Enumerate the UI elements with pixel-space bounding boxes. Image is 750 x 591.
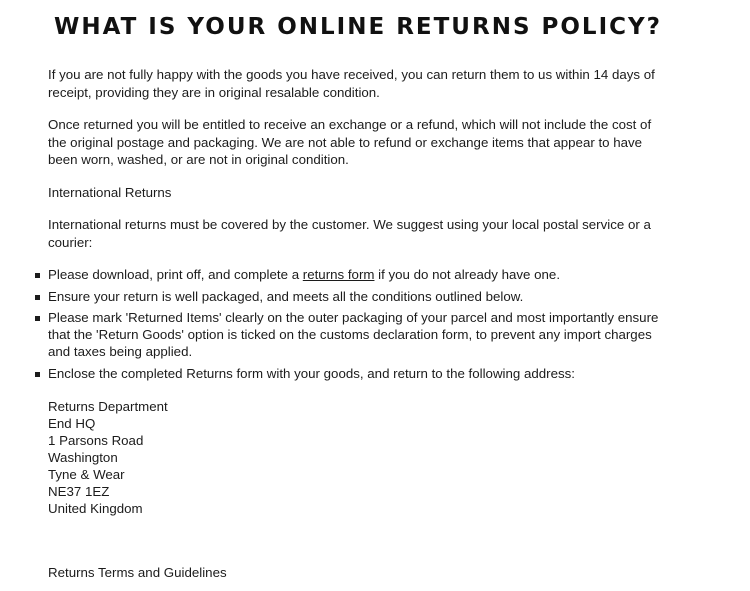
list-item: Enclose the completed Returns form with your goods, and return to the following address: [48,365,668,382]
international-returns-intro: International returns must be covered by the customer. We suggest using your local postal service or a courier: [48,217,651,250]
return-address [48,398,668,517]
address-line-street: 1 Parsons Road [48,432,144,448]
address-line-county: Tyne & Wear [48,466,125,482]
address-line-company: End HQ [48,415,96,431]
address-line-postcode: NE37 1EZ [48,483,110,499]
international-returns-heading: International Returns [48,184,172,200]
international-returns-steps [48,266,668,382]
list-item: Ensure your return is well packaged, and meets all the conditions outlined below. [48,288,668,305]
address-line-department: Returns Department [48,398,168,414]
address-line-country: United Kingdom [48,500,143,516]
list-item-text-after-link: if you do not already have one. [374,267,561,282]
list-item-text-before-link: Please download, print off, and complete a [48,267,303,282]
returns-policy-content [48,66,668,517]
policy-paragraph-exchange-refund: Once returned you will be entitled to receive an exchange or a refund, which will not include the cost of the original postage and packaging. We are not able to refund or exchange items that appear to have been worn, washed, or are not in original condition. [48,117,652,167]
address-line-town: Washington [48,449,118,465]
returns-terms-heading: Returns Terms and Guidelines [48,565,227,580]
list-item: Please mark 'Returned Items' clearly on the outer packaging of your parcel and most importantly ensure that the 'Return Goods' option is ticked on the customs declaration form, to prevent any import charges and taxes being applied. [48,309,668,360]
returns-form-link[interactable]: returns form [302,267,375,282]
policy-paragraph-return-window: If you are not fully happy with the goods you have received, you can return them to us within 14 days of receipt, providing they are in original resalable condition. [48,67,655,100]
page-title: WHAT IS YOUR ONLINE RETURNS POLICY? [53,14,663,40]
list-item [48,266,668,283]
